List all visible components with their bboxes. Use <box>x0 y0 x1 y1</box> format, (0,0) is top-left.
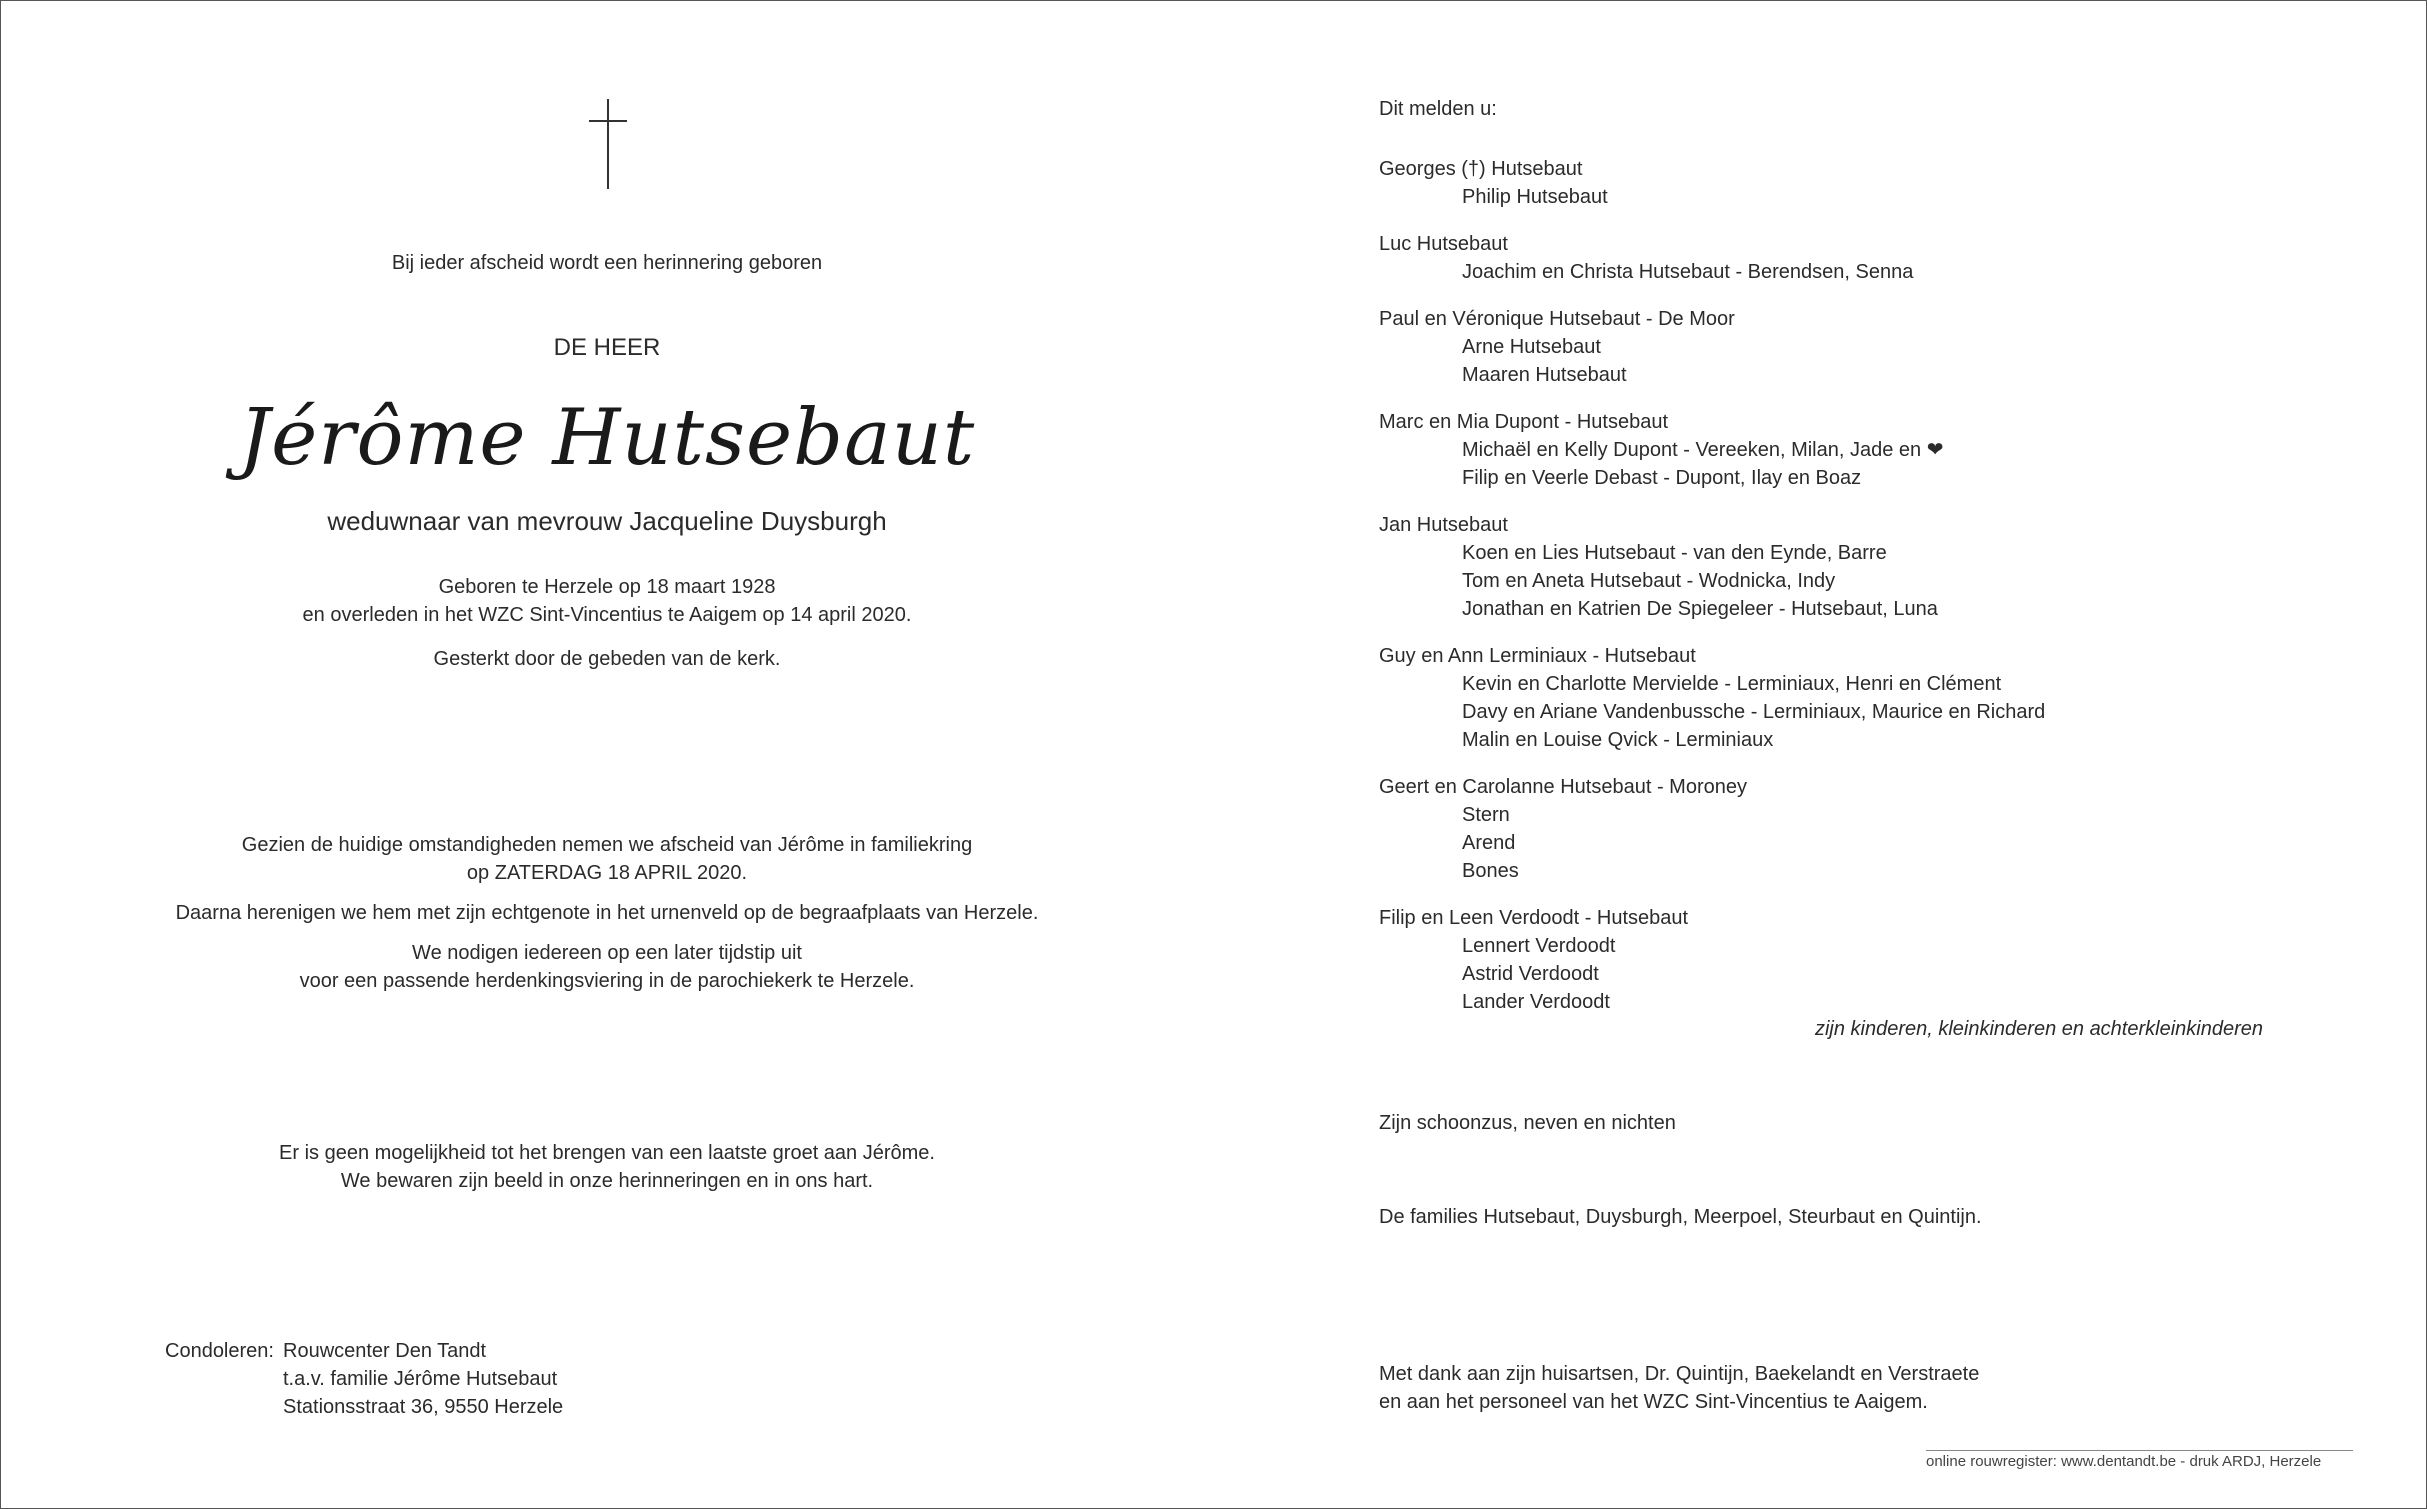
no-greeting-line-2: We bewaren zijn beeld in onze herinneringen en in ons hart. <box>340 1170 874 1192</box>
family-member: Filip en Veerle Debast - Dupont, Ilay en Boaz <box>1462 467 1862 489</box>
family-group <box>1379 230 2045 286</box>
family-group <box>1379 904 2045 1016</box>
family-head: Marc en Mia Dupont - Hutsebaut <box>1379 411 1669 433</box>
family-member: Koen en Lies Hutsebaut - van den Eynde, Barre <box>1462 542 1887 564</box>
family-head: Filip en Leen Verdoodt - Hutsebaut <box>1379 907 1689 929</box>
family-group <box>1379 155 2045 211</box>
family-member: Lander Verdoodt <box>1462 991 1610 1013</box>
family-member: Michaël en Kelly Dupont - Vereeken, Milan, Jade en ❤ <box>1462 439 1944 461</box>
family-head: Paul en Véronique Hutsebaut - De Moor <box>1379 308 1735 330</box>
birth-line: Geboren te Herzele op 18 maart 1928 <box>438 576 776 598</box>
church-line: Gesterkt door de gebeden van de kerk. <box>433 648 781 670</box>
family-head: Guy en Ann Lerminiaux - Hutsebaut <box>1379 645 1696 667</box>
condolence-label: Condoleren: <box>165 1340 274 1362</box>
thanks-line-2: en aan het personeel van het WZC Sint-Vincentius te Aaigem. <box>1379 1391 1928 1413</box>
family-member: Bones <box>1462 860 1519 882</box>
in-laws-line: Zijn schoonzus, neven en nichten <box>1379 1112 1676 1134</box>
no-greeting-line-1: Er is geen mogelijkheid tot het brengen van een laatste groet aan Jérôme. <box>279 1142 935 1164</box>
condolence-address <box>283 1337 563 1421</box>
family-group <box>1379 511 2045 623</box>
invite-line-2: voor een passende herdenkingsviering in de parochiekerk te Herzele. <box>299 970 915 992</box>
family-member: Astrid Verdoodt <box>1462 963 1599 985</box>
family-member: Tom en Aneta Hutsebaut - Wodnicka, Indy <box>1462 570 1836 592</box>
condolence-line: t.a.v. familie Jérôme Hutsebaut <box>283 1368 558 1390</box>
farewell-line-1: Gezien de huidige omstandigheden nemen we afscheid van Jérôme in familiekring <box>241 834 973 856</box>
family-member: Maaren Hutsebaut <box>1462 364 1627 386</box>
footer-divider <box>1926 1450 2353 1451</box>
family-list <box>1379 155 2045 1016</box>
family-member: Jonathan en Katrien De Spiegeleer - Hutsebaut, Luna <box>1462 598 1938 620</box>
invite-line-1: We nodigen iedereen op een later tijdstip uit <box>412 942 802 964</box>
relation-note: zijn kinderen, kleinkinderen en achterkleinkinderen <box>1814 1018 2263 1040</box>
family-member: Arne Hutsebaut <box>1462 336 1601 358</box>
family-head: Luc Hutsebaut <box>1379 233 1508 255</box>
family-head: Georges (†) Hutsebaut <box>1379 158 1583 180</box>
family-group <box>1379 773 2045 885</box>
family-member: Stern <box>1462 804 1510 826</box>
family-group <box>1379 408 2045 492</box>
family-member: Philip Hutsebaut <box>1462 186 1608 208</box>
family-member: Lennert Verdoodt <box>1462 935 1616 957</box>
footer-credit: online rouwregister: www.dentandt.be - druk ARDJ, Herzele <box>1926 1453 2322 1470</box>
condolence-line: Rouwcenter Den Tandt <box>283 1340 487 1362</box>
announcement-intro: Dit melden u: <box>1379 98 1497 120</box>
family-head: Jan Hutsebaut <box>1379 514 1508 536</box>
family-member: Malin en Louise Qvick - Lerminiaux <box>1462 729 1774 751</box>
deceased-name: Jérôme Hutsebaut <box>238 393 976 483</box>
family-member: Kevin en Charlotte Mervielde - Lerminiaux, Henri en Clément <box>1462 673 2002 695</box>
honorific: DE HEER <box>553 334 661 361</box>
family-member: Joachim en Christa Hutsebaut - Berendsen, Senna <box>1462 261 1914 283</box>
motto: Bij ieder afscheid wordt een herinnering geboren <box>391 252 823 274</box>
reunite-line: Daarna herenigen we hem met zijn echtgenote in het urnenveld op de begraafplaats van Herzele. <box>175 902 1039 924</box>
family-head: Geert en Carolanne Hutsebaut - Moroney <box>1379 776 1747 798</box>
condolence-line: Stationsstraat 36, 9550 Herzele <box>283 1396 564 1418</box>
families-line: De families Hutsebaut, Duysburgh, Meerpoel, Steurbaut en Quintijn. <box>1379 1206 1982 1228</box>
family-group <box>1379 642 2045 754</box>
family-member: Arend <box>1462 832 1516 854</box>
thanks-line-1: Met dank aan zijn huisartsen, Dr. Quintijn, Baekelandt en Verstraete <box>1379 1363 1980 1385</box>
family-group <box>1379 305 2045 389</box>
spouse-line: weduwnaar van mevrouw Jacqueline Duysburgh <box>327 506 887 536</box>
farewell-line-2: op ZATERDAG 18 APRIL 2020. <box>466 862 748 884</box>
death-line: en overleden in het WZC Sint-Vincentius te Aaigem op 14 april 2020. <box>302 604 912 626</box>
family-member: Davy en Ariane Vandenbussche - Lerminiaux, Maurice en Richard <box>1462 701 2046 723</box>
